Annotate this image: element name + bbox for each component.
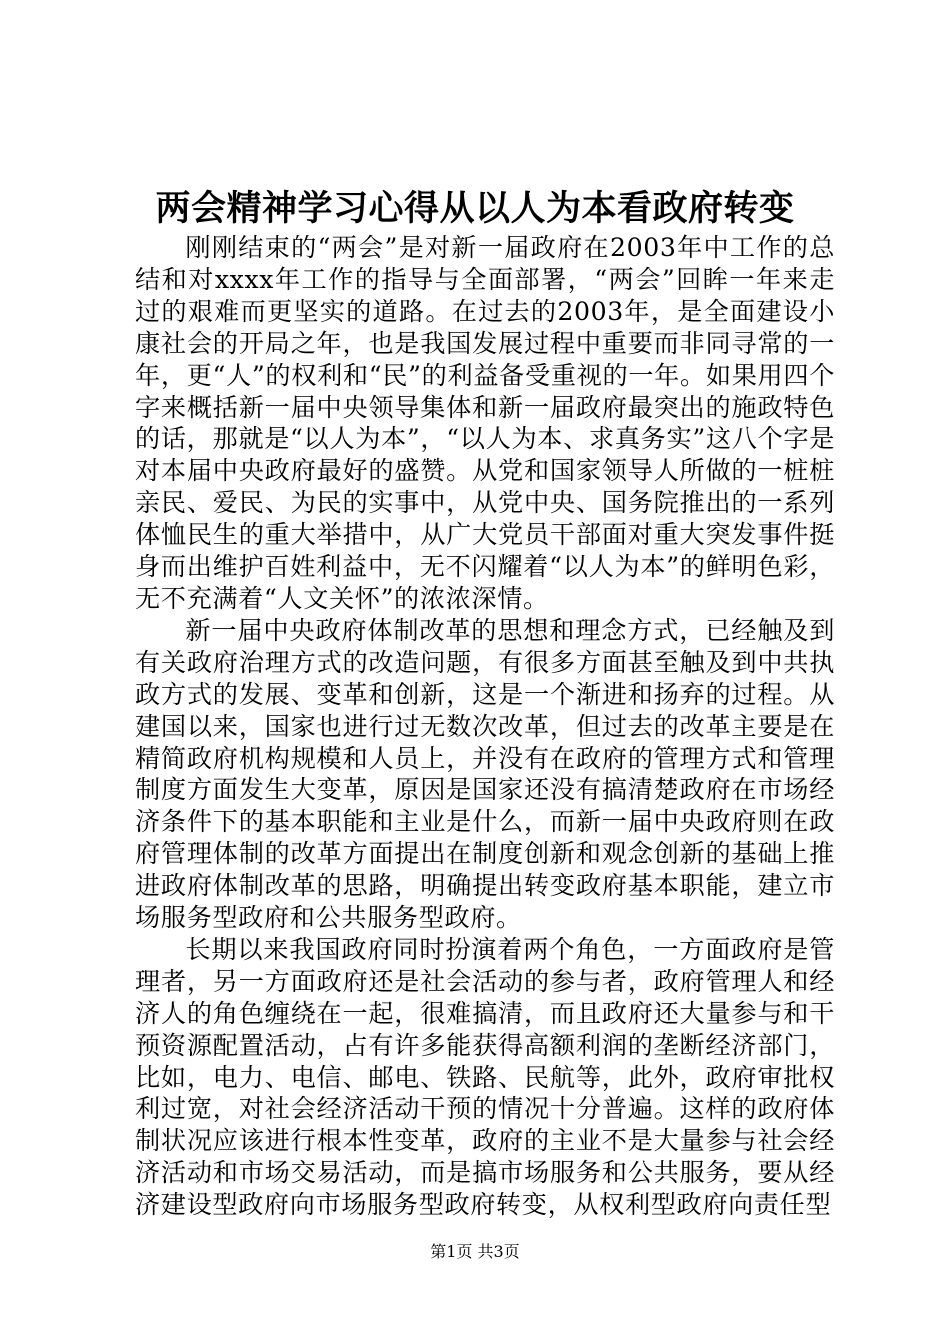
page-number-indicator: 第1页 共3页 (430, 1242, 520, 1261)
document-title: 两会精神学习心得从以人为本看政府转变 (155, 188, 795, 229)
paragraph: 长期以来我国政府同时扮演着两个角色，一方面政府是管理者，另一方面政府还是社会活动的参与者，政府管理人和经济人的角色缠绕在一起，很难搞清，而且政府还大量参与和干预资源配置活动，占有许多能获得高额利润的垄断经济部门，比如，电力、电信、邮电、铁路、民航等，此外，政府审批权利过宽，对社会经济活动干预的情况十分普遍。这样的政府体制状况应该进行根本性变革，政府的主业不是大量参与社会经济活动和市场交易活动，而是搞市场服务和公共服务，要从经济建设型政府向市场服务型政府转变，从权利型政府向责任型 (135, 934, 835, 1220)
paragraph: 新一届中央政府体制改革的思想和理念方式，已经触及到有关政府治理方式的改造问题，有很多方面甚至触及到中共执政方式的发展、变革和创新，这是一个渐进和扬弃的过程。从建国以来，国家也进行过无数次改革，但过去的改革主要是在精简政府机构规模和人员上，并没有在政府的管理方式和管理制度方面发生大变革，原因是国家还没有搞清楚政府在市场经济条件下的基本职能和主业是什么，而新一届中央政府则在政府管理体制的改革方面提出在制度创新和观念创新的基础上推进政府体制改革的思路，明确提出转变政府基本职能，建立市场服务型政府和公共服务型政府。 (135, 615, 835, 933)
paragraph: 刚刚结束的“两会”是对新一届政府在2003年中工作的总结和对xxxx年工作的指导与全面部署，“两会”回眸一年来走过的艰难而更坚实的道路。在过去的2003年，是全面建设小康社会的开局之年，也是我国发展过程中重要而非同寻常的一年，更“人”的权利和“民”的利益备受重视的一年。如果用四个字来概括新一届中央领导集体和新一届政府最突出的施政特色的话，那就是“以人为本”，“以人为本、求真务实”这八个字是对本届中央政府最好的盛赞。从党和国家领导人所做的一桩桩亲民、爱民、为民的实事中，从党中央、国务院推出的一系列体恤民生的重大举措中，从广大党员干部面对重大突发事件挺身而出维护百姓利益中，无不闪耀着“以人为本”的鲜明色彩，无不充满着“人文关怀”的浓浓深情。 (135, 233, 835, 613)
document-body (135, 232, 835, 1221)
page-footer (0, 1242, 950, 1262)
